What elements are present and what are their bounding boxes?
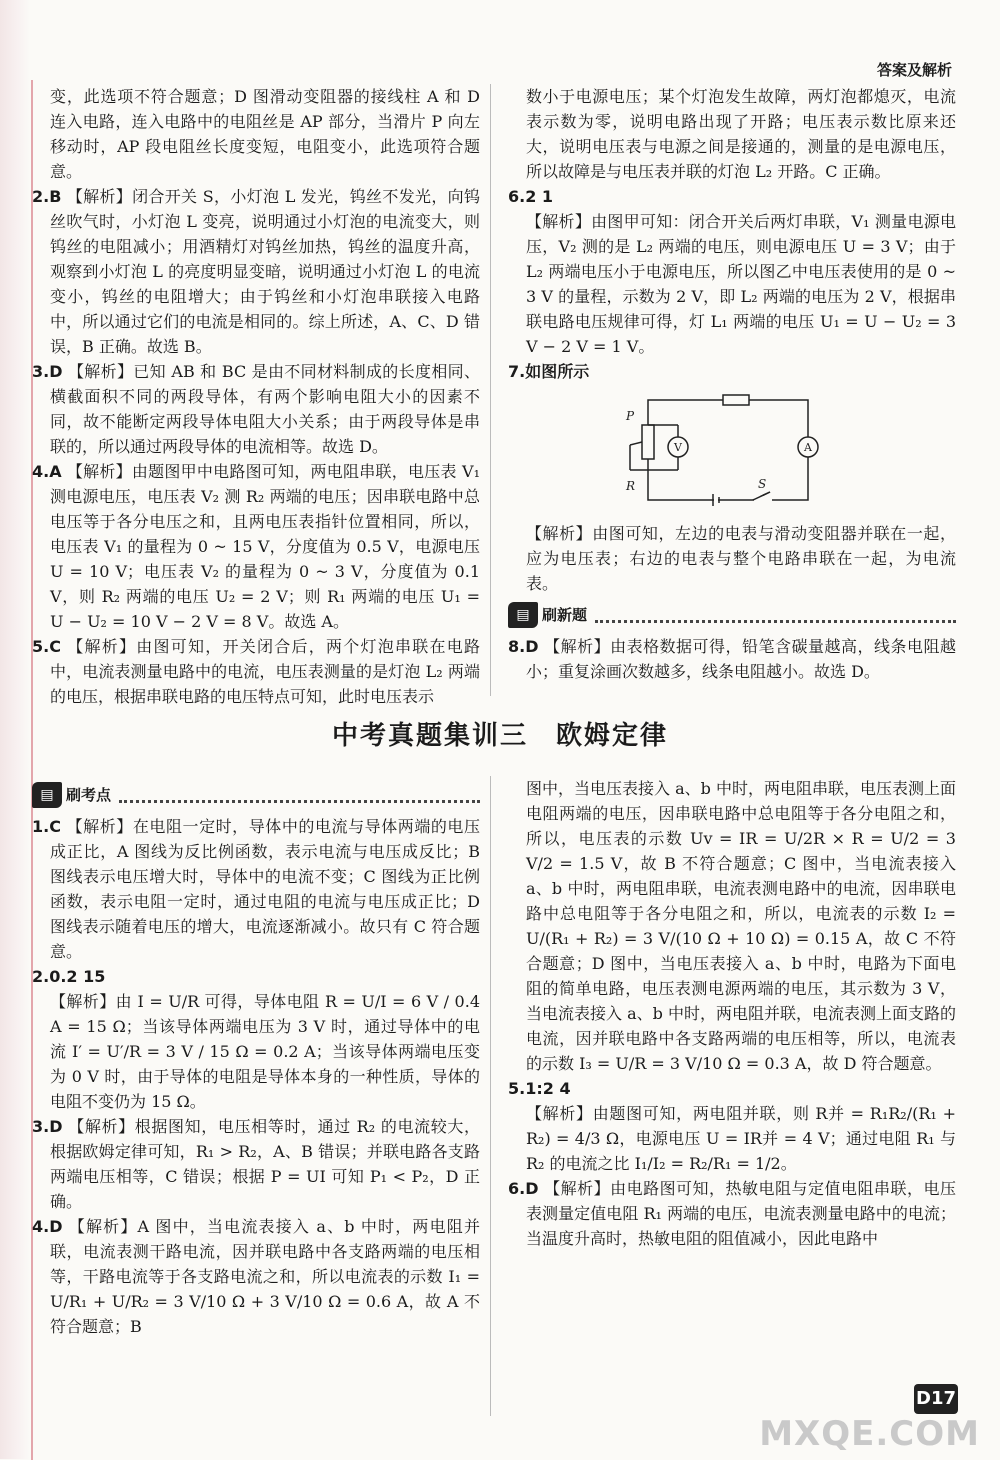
answer-item: 【解析】由 I = U/R 可得，导体电阻 R = U/I = 6 V / 0.4 A = 15 Ω；当该导体两端电压为 3 V 时，通过导体中的电流 I′ = U′/R = 3 V / 15 Ω = 0.2 A；当该导体两端电压变为 0 V 时，由于导体的电阻是导体本身的一种性质，导体的电阻不变仍为 15 Ω。 xyxy=(50,992,480,1111)
bottom-left-column xyxy=(32,776,480,1339)
label-v: V xyxy=(674,441,682,454)
book-icon: ▤ xyxy=(32,782,62,808)
answer-item: 3.D 【解析】根据图知，电压相等时，通过 R₂ 的电流较大，根据欧姆定律可知，R₁ > R₂，A、B 错误；并联电路各支路两端电压相等，C 错误；根据 P = UI 可知 P₁ < P₂，D 正确。 xyxy=(32,1117,480,1211)
answer-item: 8.D 【解析】由表格数据可得，铅笔含碳量越高，线条电阻越小；重复涂画次数越多，线条电阻越小。故选 D。 xyxy=(508,637,956,681)
answer-item: 7.如图所示 xyxy=(508,362,590,381)
section-title: 中考真题集训三 欧姆定律 xyxy=(331,721,668,751)
label-s: S xyxy=(758,477,767,491)
column-divider-top xyxy=(490,84,491,696)
points-badge: ▤ 刷考点 xyxy=(32,780,480,810)
slider-arrow xyxy=(630,442,642,445)
label-a: A xyxy=(804,441,812,454)
label-p: P xyxy=(626,409,635,423)
label-r: R xyxy=(626,479,636,493)
answer-item: 5.C 【解析】由图可知，开关闭合后，两个灯泡串联在电路中，电流表测量电路中的电流，电压表测量的是灯泡 L₂ 两端的电压，根据串联电路的电压特点可知，此时电压表示 xyxy=(32,637,480,706)
answer-item: 1.C 【解析】在电阻一定时，导体中的电流与导体两端的电压成正比，A 图线为反比例函数，表示电流与电压成反比；B 图线表示电压增大时，导体中的电流不变；C 图线为正比例函数，表示电阻一定时，通过电阻的电流与电压成正比；D 图线表示随着电压的增大，电流逐渐减小。故只有 C 符合题意。 xyxy=(32,817,480,961)
column-divider-bottom xyxy=(490,776,491,1416)
answer-item: 5.1:2 4 xyxy=(508,1079,571,1098)
top-right-column xyxy=(508,84,956,684)
resistor xyxy=(723,395,749,405)
answer-item: 6.2 1 xyxy=(508,187,554,206)
answer-item: 2.B 【解析】闭合开关 S，小灯泡 L 发光，钨丝不发光，向钨丝吹气时，小灯泡 L 变亮，说明通过小灯泡的电流变大，则钨丝的电阻减小；用酒精灯对钨丝加热，钨丝的温度升高，观察到小灯泡 L 的亮度明显变暗，说明通过小灯泡 L 的电流变小，钨丝的电阻增大；由于钨丝和小灯泡串联接入电路中，所以通过它们的电流是相同的。综上所述，A、C、D 错误，B 正确。故选 B。 xyxy=(32,187,480,356)
answer-item: 【解析】由图甲可知：闭合开关后两灯串联，V₁ 测量电源电压，V₂ 测的是 L₂ 两端的电压，则电源电压 U = 3 V；由于 L₂ 两端电压小于电源电压，所以图乙中电压表使用的是 0 ~ 3 V 的量程，示数为 2 V，即 L₂ 两端的电压为 2 V，根据串联电路电压规律可得，灯 L₁ 两端的电压 U₁ = U − U₂ = 3 V − 2 V = 1 V。 xyxy=(526,212,956,356)
book-icon: ▤ xyxy=(508,602,538,628)
page-header: 答案及解析 xyxy=(876,61,952,79)
bottom-right-column xyxy=(508,776,956,1251)
top-left-column xyxy=(32,84,480,709)
circuit-diagram xyxy=(618,390,838,510)
rheostat xyxy=(642,425,654,459)
refresh-badge: ▤ 刷新题 xyxy=(508,600,956,630)
answer-item: 6.D 【解析】由电路图可知，热敏电阻与定值电阻串联，电压表测量定值电阻 R₁ 两端的电压，电流表测量电路中的电流；当温度升高时，热敏电阻的阻值减小，因此电路中 xyxy=(508,1179,956,1248)
answer-item: 图中，当电压表接入 a、b 中时，两电阻串联，电压表测上面电阻两端的电压，因串联电路中总电阻等于各分电阻之和，所以，电压表的示数 Uv = IR = U/2R × R = U/2 = 3 V/2 = 1.5 V，故 B 不符合题意；C 图中，当电流表接入 a、b 中时，两电阻串联，电流表测电路中的电流，因串联电路中总电阻等于各分电阻之和，所以，电流表的示数 I₂ = U/(R₁ + R₂) = 3 V/(10 Ω + 10 Ω) = 0.15 A，故 C 不符合题意；D 图中，当电压表接入 a、b 中时，电路为下面电阻的简单电路，电压表测电源两端的电压，其示数为 3 V，当电流表接入 a、b 中时，两电阻并联，电流表测上面支路的电流，因并联电路中各支路两端的电压相等，所以，电流表的示数 I₃ = U/R = 3 V/10 Ω = 0.3 A，故 D 符合题意。 xyxy=(526,779,956,1073)
answer-item: 【解析】由题图可知，两电阻并联，则 R并 = R₁R₂/(R₁ + R₂) = 4/3 Ω，电源电压 U = IR并 = 4 V；通过电阻 R₁ 与 R₂ 的电流之比 I₁/I₂ = R₂/R₁ = 1/2。 xyxy=(526,1104,956,1173)
dotted-rule xyxy=(595,608,956,623)
answer-item: 2.0.2 15 xyxy=(32,967,106,986)
answer-item: 数小于电源电压；某个灯泡发生故障，两灯泡都熄灭，电流表示数为零，说明电路出现了开路；电压表示数比原来还大，说明电压表与电源之间是接通的，测量的是电源电压，所以故障是与电压表并联的灯泡 L₂ 开路。C 正确。 xyxy=(526,87,956,181)
page-number: D17 xyxy=(914,1384,958,1414)
answer-item: 4.D 【解析】A 图中，当电流表接入 a、b 中时，两电阻并联，电流表测干路电流，因并联电路中各支路两端的电压相等，干路电流等于各支路电流之和，所以电流表的示数 I₁ = U/R₁ + U/R₂ = 3 V/10 Ω + 3 V/10 Ω = 0.6 A，故 A 不符合题意；B xyxy=(32,1217,480,1336)
watermark: MXQE.COM xyxy=(759,1414,980,1454)
answer-item: 【解析】由图可知，左边的电表与滑动变阻器并联在一起，应为电压表；右边的电表与整个电路串联在一起，为电流表。 xyxy=(526,524,956,593)
dotted-rule xyxy=(119,788,480,803)
answer-item: 3.D 【解析】已知 AB 和 BC 是由不同材料制成的长度相同、横截面积不同的两段导体，有两个影响电阻大小的因素不同，故不能断定两段导体电阻大小关系；由于两段导体是串联的，所以通过两段导体的电流相等。故选 D。 xyxy=(32,362,480,456)
answer-item: 变，此选项不符合题意；D 图滑动变阻器的接线柱 A 和 D 连入电路，连入电路中的电阻丝是 AP 部分，当滑片 P 向左移动时，AP 段电阻丝长度变短，电阻变小，此选项符合题意。 xyxy=(50,87,480,181)
answer-item: 4.A 【解析】由题图甲中电路图可知，两电阻串联，电压表 V₁ 测电源电压，电压表 V₂ 测 R₂ 两端的电压；因串联电路中总电压等于各分电压之和，且两电压表指针位置相同，所以，电压表 V₁ 的量程为 0 ~ 15 V，分度值为 0.5 V，电源电压 U = 10 V；电压表 V₂ 的量程为 0 ~ 3 V，分度值为 0.1 V，则 R₂ 两端的电压 U₂ = 2 V；则 R₁ 两端的电压 U₁ = U − U₂ = 10 V − 2 V = 8 V。故选 A。 xyxy=(32,462,480,631)
